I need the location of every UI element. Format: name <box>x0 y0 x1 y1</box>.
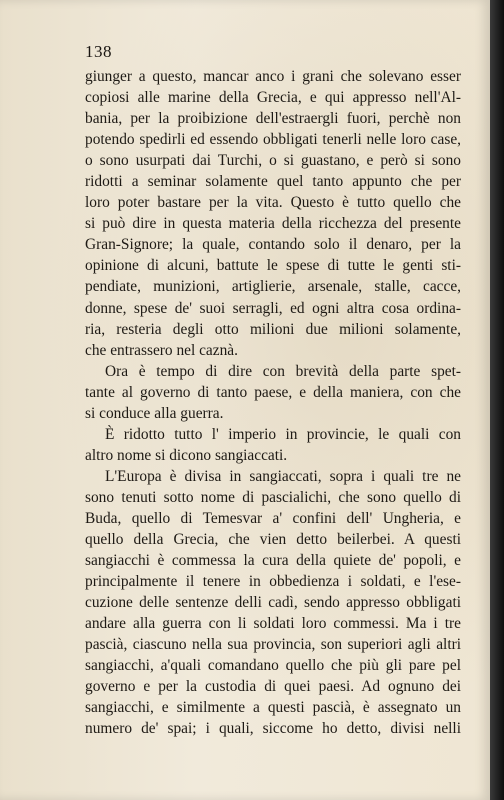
text-line: È ridotto tutto l' imperio in provincie, le quali con <box>105 425 461 443</box>
text-line: L'Europa è divisa in sangiaccati, sopra i quali tre ne <box>105 467 461 485</box>
text-line: ria, resteria degli otto milioni due milioni solamente, <box>85 320 461 338</box>
text-line: sangiacchi è commessa la cura della quiete de' popoli, e <box>85 552 461 570</box>
text-line: giunger a questo, mancar anco i grani che solevano esser <box>85 68 461 85</box>
text-line: Ora è tempo di dire con brevità della parte spet- <box>105 362 461 380</box>
text-line: Gran-Signore; la quale, contando solo il denaro, per la <box>85 236 461 254</box>
text-line: pendiate, munizioni, artiglierie, arsenale, stalle, cacce, <box>85 278 461 296</box>
text-line: sono tenuti sotto nome di pascialichi, che sono quello di <box>85 488 461 506</box>
text-line: pascià, ciascuno nella sua provincia, son superiori agli altri <box>85 636 461 654</box>
text-line: si può dire in questa materia della ricchezza del presente <box>85 215 461 233</box>
text-line: Buda, quello di Temesvar a' confini dell' Ungheria, e <box>85 509 461 527</box>
text-line: donne, spese de' suoi serragli, ed ogni altra cosa ordina- <box>85 299 461 317</box>
page-number: 138 <box>85 42 112 61</box>
text-line: andare alla guerra con li soldati loro commessi. Ma i tre <box>85 615 461 633</box>
text-line: che entrassero nel caznà. <box>85 341 238 359</box>
body-text <box>85 66 461 740</box>
text-line: governo e per la custodia di quei paesi. Ad ognuno dei <box>85 678 461 696</box>
page-edge-shadow <box>490 0 504 800</box>
text-line: sangiacchi, e similmente a questi pascià, è assegnato un <box>85 699 461 717</box>
text-line: cuzione delle sentenze delli cadì, sendo appresso obbligati <box>85 594 461 612</box>
text-line: si conduce alla guerra. <box>85 404 224 422</box>
text-line: copiosi alle marine della Grecia, e qui appresso nell'Al- <box>85 89 461 107</box>
text-line: tante al governo di tanto paese, e della maniera, con che <box>85 383 461 401</box>
text-line: principalmente il tenere in obbedienza i soldati, e l'ese- <box>85 573 461 591</box>
text-line: bania, per la proibizione dell'estraergli fuori, perchè non <box>85 110 461 128</box>
text-line: o sono usurpati dai Turchi, o si guastano, e però si sono <box>85 152 461 170</box>
text-line: numero de' spai; i quali, siccome ho detto, divisi nelli <box>85 720 461 738</box>
text-line: ridotti a seminar solamente quel tanto appunto che per <box>85 173 461 191</box>
text-line: opinione di alcuni, battute le spese di tutte le genti sti- <box>85 257 461 275</box>
text-line: altro nome si dicono sangiaccati. <box>85 446 288 464</box>
text-line: sangiacchi, a'quali comandano quello che più gli pare pel <box>85 657 461 675</box>
text-line: quello della Grecia, che vien detto beilerbei. A questi <box>85 531 461 549</box>
text-line: potendo spedirli ed essendo obbligati tenerli nelle loro case, <box>85 131 461 149</box>
text-line: loro poter bastare per la vita. Questo è tutto quello che <box>85 194 461 212</box>
